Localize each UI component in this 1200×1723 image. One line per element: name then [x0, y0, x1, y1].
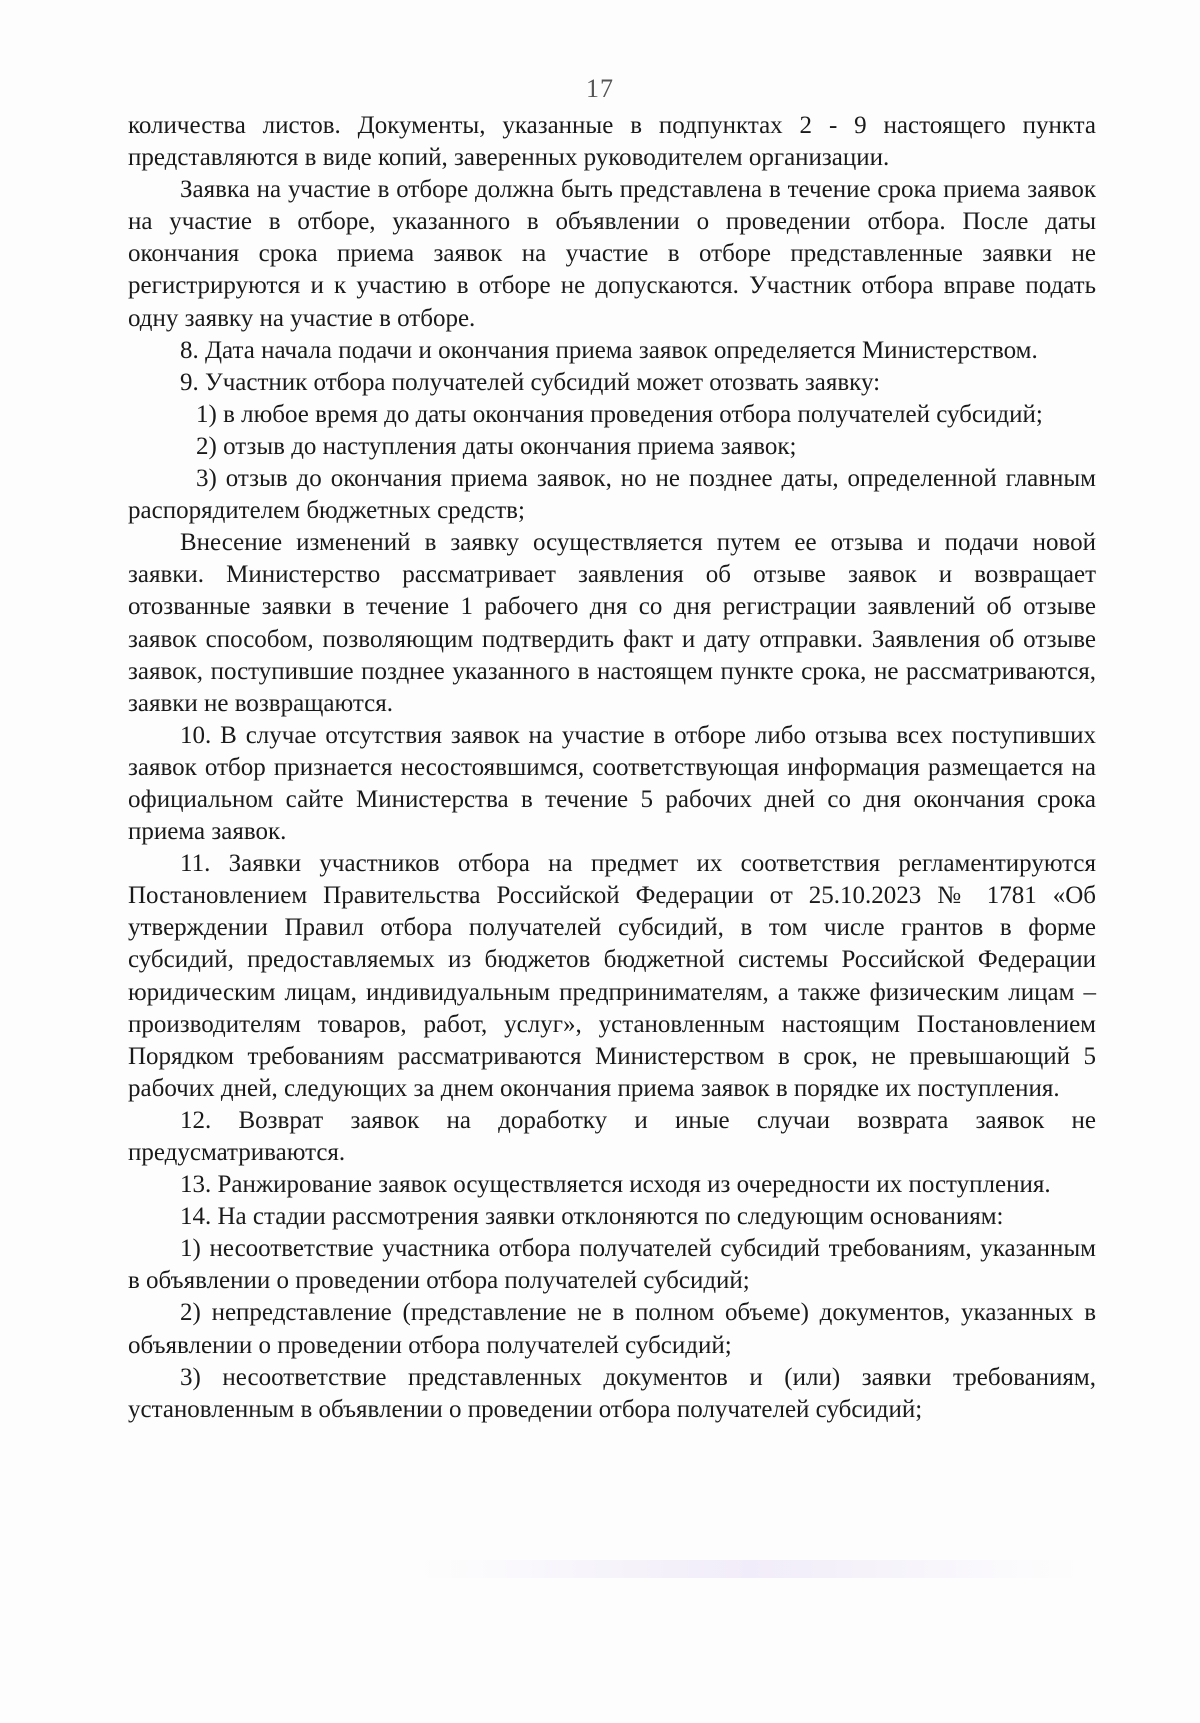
paragraph-continuation: количества листов. Документы, указанные в подпунктах 2 - 9 настоящего пункта представляются в виде копий, заверенных руководителем организации. [128, 112, 1096, 172]
paragraph-item-10: 10. В случае отсутствия заявок на участие в отборе либо отзыва всех поступивших заявок отбор признается несостоявшимся, соответствующая информация размещается на официальном сайте Министерства в течение 5 рабочих дней со дня окончания срока приема заявок. [128, 721, 1096, 846]
paragraph-item-13: 13. Ранжирование заявок осуществляется исходя из очередности их поступления. [180, 1171, 1051, 1199]
paragraph-item-12: 12. Возврат заявок на доработку и иные случаи возврата заявок не предусматриваются. [128, 1106, 1096, 1166]
paragraph-item-9-sub-2: 2) отзыв до наступления даты окончания приема заявок; [196, 432, 797, 460]
paragraph-item-9-sub-3: 3) отзыв до окончания приема заявок, но не позднее даты, определенной главным распорядителем бюджетных средств; [128, 465, 1096, 525]
paragraph-changes: Внесение изменений в заявку осуществляется путем ее отзыва и подачи новой заявки. Министерство рассматривает заявления об отзыве заявок и возвращает отозванные заявки в течение 1 рабочего дня со дня регистрации заявлений об отзыве заявок способом, позволяющим подтвердить факт и дату отправки. Заявления об отзыве заявок, поступившие позднее указанного в настоящем пункте срока, не рассматриваются, заявки не возвращаются. [128, 529, 1096, 717]
paragraph-item-11: 11. Заявки участников отбора на предмет их соответствия регламентируются Постановлением Правительства Российской Федерации от 25.10.2023 № 1781 «Об утверждении Правил отбора получателей субсидий, в том числе грантов в форме субсидий, предоставляемых из бюджетов бюджетной системы Российской Федерации юридическим лицам, индивидуальным предпринимателям, а также физическим лицам – производителям товаров, работ, услуг», установленным настоящим Постановлением Порядком требованиям рассматриваются Министерством в срок, не превышающий 5 рабочих дней, следующих за днем окончания приема заявок в порядке их поступления. [128, 850, 1096, 1102]
page-number: 17 [586, 74, 614, 103]
paragraph-item-14-sub-2: 2) непредставление (представление не в полном объеме) документов, указанных в объявлении о проведении отбора получателей субсидий; [128, 1299, 1096, 1359]
paragraph-item-8: 8. Дата начала подачи и окончания приема заявок определяется Министерством. [180, 336, 1038, 364]
scan-smudge [420, 1560, 1080, 1578]
paragraph-item-14-sub-3: 3) несоответствие представленных документов и (или) заявки требованиям, установленным в объявлении о проведении отбора получателей субсидий; [128, 1363, 1096, 1423]
paragraph-item-14-sub-1: 1) несоответствие участника отбора получателей субсидий требованиям, указанным в объявлении о проведении отбора получателей субсидий; [128, 1235, 1096, 1295]
paragraph-application-deadline: Заявка на участие в отборе должна быть представлена в течение срока приема заявок на участие в отборе, указанного в объявлении о проведении отбора. После даты окончания срока приема заявок на участие в отборе представленные заявки не регистрируются и к участию в отборе не допускаются. Участник отбора вправе подать одну заявку на участие в отборе. [128, 176, 1096, 332]
paragraph-item-9-sub-1: 1) в любое время до даты окончания проведения отбора получателей субсидий; [196, 400, 1043, 428]
paragraph-item-9: 9. Участник отбора получателей субсидий может отозвать заявку: [180, 368, 881, 396]
document-body [128, 110, 1096, 1426]
paragraph-item-14: 14. На стадии рассмотрения заявки отклоняются по следующим основаниям: [180, 1203, 1004, 1231]
